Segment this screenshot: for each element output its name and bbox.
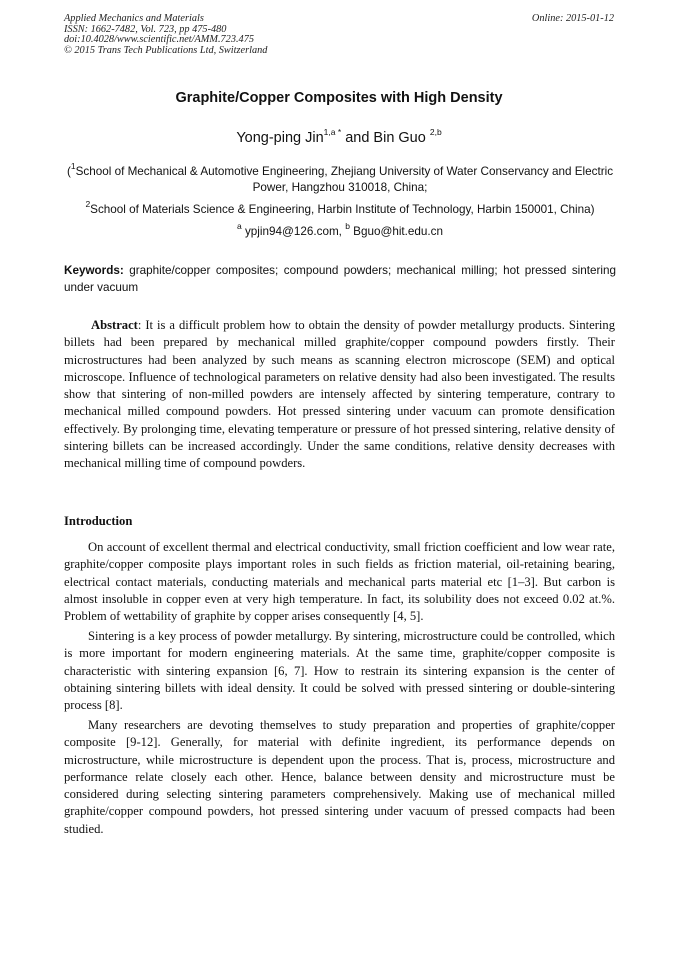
journal-header (64, 14, 394, 56)
journal-name: Applied Mechanics and Materials (64, 13, 204, 24)
affiliation-1-text: School of Mechanical & Automotive Engineering, Zhejiang University of Water Conservancy and Electric Power, Hangzhou 310018, China; (75, 165, 614, 194)
abstract (64, 317, 615, 473)
copyright-line: © 2015 Trans Tech Publications Ltd, Switzerland (64, 44, 268, 56)
email-a-superscript: a (236, 221, 242, 232)
author-1-superscript: 1,a * (323, 127, 342, 138)
abstract-text: : It is a difficult problem how to obtain the density of powder metallurgy products. Sintering billets had been prepared by mechanical milled graphite/copper compound powders firstly. Their microstructures had been analyzed by such means as scanning electron microscope (SEM) and optical microscope. Influence of technological parameters on relative density had also been investigated. The results show that sintering of non-milled powders are intensely affected by sintering temperature, contrary to mechanical milled compound powders. Hot pressed sintering under vacuum can promote densification effectively. By prolonging time, elevating temperature or pressure of hot pressed sintering, relative density of sintering billets can be increased accordingly. Under the same conditions, relative density decreases with mechanical milling time of compound powders. (64, 318, 615, 471)
affiliation-2-superscript: 2 (85, 199, 91, 210)
email-a: ypjin94@126.com, (244, 225, 342, 238)
issn-line: ISSN: 1662-7482, Vol. 723, pp 475-480 (64, 23, 227, 35)
affiliation-1 (64, 161, 616, 196)
section-heading-introduction: Introduction (64, 514, 133, 528)
author-conjunction: and (345, 130, 370, 146)
doi-line: doi:10.4028/www.scientific.net/AMM.723.475 (64, 34, 254, 46)
affiliation-open-paren: ( (66, 165, 71, 178)
keywords-label: Keywords: (64, 264, 124, 277)
affiliation-2-text: School of Materials Science & Engineering, Harbin Institute of Technology, Harbin 150001, China) (90, 203, 595, 216)
email-b-superscript: b (345, 221, 350, 232)
affiliation-2 (64, 199, 616, 218)
intro-paragraph-2: Sintering is a key process of powder metallurgy. By sintering, microstructure could be controlled, which is more important for modern engineering materials. At the same time, graphite/copper composite is characteristic with sintering expansion [6, 7]. How to restrain its sintering expansion is the center of obtaining sintering billets with ideal density. It could be solved with pressed sintering or double-sintering process [8]. (64, 629, 615, 713)
author-2-superscript: 2,b (429, 127, 442, 138)
author-line (0, 127, 678, 146)
author-2-name: Bin Guo (373, 130, 426, 146)
affiliation-1-superscript: 1 (70, 161, 76, 172)
abstract-label: Abstract (91, 318, 138, 332)
keywords (64, 262, 616, 296)
intro-paragraph-3: Many researchers are devoting themselves to study preparation and properties of graphite/copper composite [9-12]. Generally, for material with definite ingredient, its performance depends on microstructure, while microstructure is dependent upon the process. That is, process, microstructure and performance relate closely each other. Hence, balance between density and microstructure must be considered during selecting sintering parameters comprehensively. Making use of mechanical milled graphite/copper compound powders, hot pressed sintering under vacuum of pressed compacts had been studied. (64, 718, 615, 836)
keywords-text: graphite/copper composites; compound powders; mechanical milling; hot pressed sintering under vacuum (64, 264, 617, 294)
email-b: Bguo@hit.edu.cn (353, 225, 444, 238)
email-line (64, 221, 616, 240)
paper-title: Graphite/Copper Composites with High Density (175, 90, 503, 106)
intro-paragraph-1: On account of excellent thermal and electrical conductivity, small friction coefficient and low wear rate, graphite/copper composite plays important roles in such fields as friction material, oil-retaining bearing, electrical contact materials, conducting materials and mechanical parts material etc [1–3]. But carbon is almost insoluble in copper even at very high temperature. In fact, its solubility does not exceed 0.02 at.%. Problem of wettability of graphite by copper arises consequently [4, 5]. (64, 540, 615, 624)
online-date: Online: 2015-01-12 (531, 13, 614, 24)
author-1-name: Yong-ping Jin (236, 130, 324, 146)
